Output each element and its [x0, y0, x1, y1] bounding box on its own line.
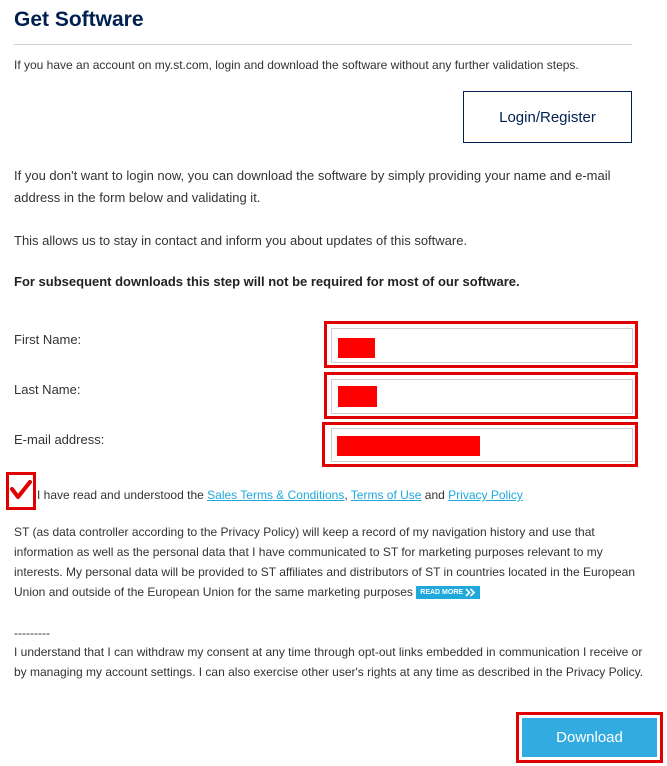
- intro-text: If you have an account on my.st.com, login and download the software without any further validation steps.: [14, 58, 579, 72]
- privacy-policy-link[interactable]: Privacy Policy: [448, 488, 523, 502]
- privacy-statement-text: ST (as data controller according to the Privacy Policy) will keep a record of my navigation history and use that information as well as the personal data that I have communicated to ST for marketing purposes relevant to my interests. My personal data will be provided to ST affiliates and distributors of ST in countries located in the European Union and outside of the European Union for the same marketing purposes: [14, 525, 636, 599]
- email-redaction: [337, 436, 480, 456]
- terms-of-use-link[interactable]: Terms of Use: [350, 488, 422, 502]
- first-name-redaction: [338, 338, 375, 358]
- checkmark-icon: [10, 480, 32, 500]
- read-more-button[interactable]: [416, 586, 480, 599]
- last-name-label: Last Name:: [14, 382, 81, 397]
- consent-and: and: [421, 488, 449, 502]
- login-register-button[interactable]: Login/Register: [463, 91, 632, 143]
- email-label: E-mail address:: [14, 432, 105, 447]
- download-button[interactable]: Download: [522, 718, 657, 757]
- consent-comma: ,: [344, 488, 351, 502]
- last-name-redaction: [338, 386, 377, 407]
- privacy-statement: [14, 522, 644, 602]
- double-chevron-right-icon: [465, 588, 476, 597]
- sales-terms-link[interactable]: Sales Terms & Conditions: [207, 488, 345, 502]
- first-name-label: First Name:: [14, 332, 82, 347]
- consent-prefix: I have read and understood the: [37, 488, 208, 502]
- page-title: Get Software: [14, 8, 144, 31]
- first-name-input[interactable]: [331, 328, 633, 363]
- subsequent-downloads-text: For subsequent downloads this step will not be required for most of our software.: [14, 274, 520, 289]
- no-login-text: If you don't want to login now, you can download the software by simply providing your name and e-mail address in the form below and validating it.: [14, 168, 611, 205]
- withdraw-consent-text: I understand that I can withdraw my consent at any time through opt-out links embedded in communication I receive or by managing my account settings. I can also exercise other user's rights at any time as described in the Privacy Policy.: [14, 645, 644, 679]
- consent-text: [37, 488, 523, 502]
- contact-text: This allows us to stay in contact and inform you about updates of this software.: [14, 233, 468, 248]
- separator-dashes: ---------: [14, 626, 50, 640]
- read-more-label: READ MORE: [420, 588, 464, 596]
- title-divider: [14, 44, 632, 45]
